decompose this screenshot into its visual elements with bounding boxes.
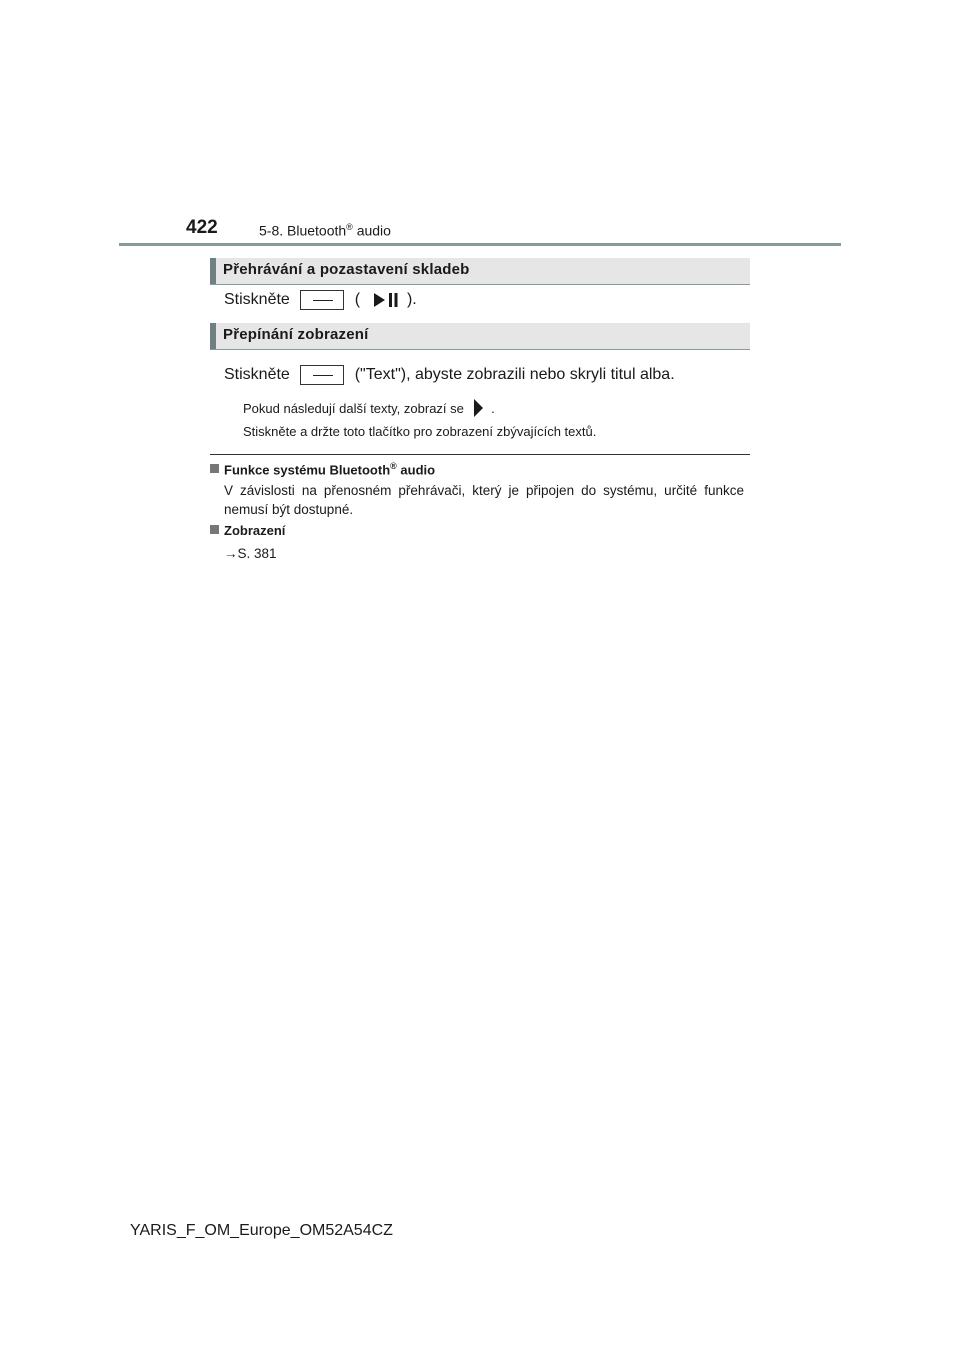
note-title-bluetooth-tail: audio bbox=[396, 462, 436, 478]
display-note-2: Stiskněte a držte toto tlačítko pro zobrazení zbývajících textů. bbox=[243, 424, 597, 439]
play-pause-icon bbox=[365, 290, 403, 310]
band-accent bbox=[210, 258, 216, 284]
section-title bbox=[259, 222, 391, 239]
registered-mark: ® bbox=[390, 461, 397, 471]
close-paren: ). bbox=[406, 291, 417, 309]
note-title-bluetooth-text: Funkce systému Bluetooth bbox=[224, 462, 391, 478]
steering-button-box bbox=[300, 365, 344, 385]
press-label: Stiskněte bbox=[224, 291, 290, 309]
band-accent bbox=[210, 323, 216, 349]
heading-play-pause: Přehrávání a pozastavení skladeb bbox=[223, 261, 470, 278]
instruction-display-rest: ("Text"), abyste zobrazili nebo skryli titul alba. bbox=[354, 366, 675, 384]
instruction-play-pause bbox=[224, 290, 417, 310]
section-title-text: 5-8. Bluetooth bbox=[259, 222, 347, 239]
note-title-display bbox=[210, 523, 285, 538]
open-paren: ( bbox=[354, 291, 361, 309]
section-title-tail: audio bbox=[352, 222, 391, 239]
display-note-1-end: . bbox=[491, 401, 495, 416]
triangle-right-icon bbox=[468, 397, 488, 419]
registered-mark: ® bbox=[346, 222, 353, 232]
square-bullet-icon bbox=[210, 525, 219, 534]
page-number: 422 bbox=[186, 217, 218, 238]
note-title-bluetooth bbox=[210, 461, 435, 477]
section-divider bbox=[210, 454, 750, 455]
note-title-display-text: Zobrazení bbox=[224, 523, 286, 538]
heading-band-display bbox=[210, 323, 750, 350]
header-rule bbox=[119, 243, 841, 246]
heading-display: Přepínání zobrazení bbox=[223, 326, 369, 343]
press-label: Stiskněte bbox=[224, 366, 290, 384]
display-note-1-text: Pokud následují další texty, zobrazí se bbox=[243, 401, 464, 416]
steering-button-box bbox=[300, 290, 344, 310]
note-body-display: →S. 381 bbox=[224, 546, 277, 561]
button-dash bbox=[313, 300, 333, 301]
instruction-display bbox=[224, 365, 675, 385]
button-dash bbox=[313, 375, 333, 376]
square-bullet-icon bbox=[210, 464, 219, 473]
document-code: YARIS_F_OM_Europe_OM52A54CZ bbox=[130, 1222, 393, 1239]
note-body-bluetooth: V závislosti na přenosném přehrávači, který je připojen do systému, určité funkce nemusí být dostupné. bbox=[224, 483, 744, 517]
display-note-1 bbox=[243, 397, 495, 419]
heading-band-play-pause bbox=[210, 258, 750, 285]
